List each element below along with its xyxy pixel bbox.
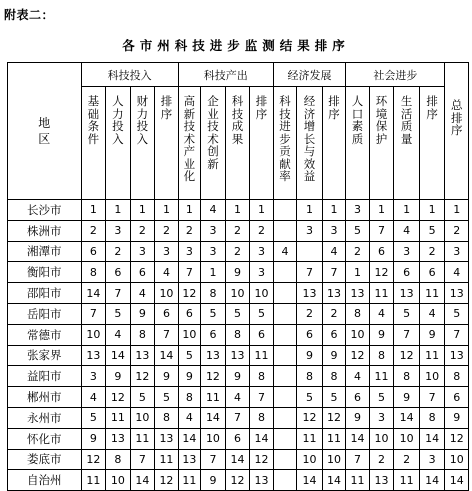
rank-cell: 12 xyxy=(297,407,323,428)
indicator-header xyxy=(155,87,179,200)
indicator-header xyxy=(369,87,394,200)
rank-cell: 4 xyxy=(106,324,131,345)
rank-cell: 10 xyxy=(346,324,370,345)
rank-cell: 8 xyxy=(81,262,106,283)
rank-cell xyxy=(273,366,297,387)
rank-cell: 2 xyxy=(369,449,394,470)
table-row xyxy=(8,345,469,366)
indicator-header xyxy=(346,87,370,200)
rank-cell: 9 xyxy=(419,324,445,345)
rank-cell: 2 xyxy=(322,303,346,324)
city-name: 自治州 xyxy=(8,470,82,491)
rank-cell: 3 xyxy=(201,241,226,262)
rank-cell: 4 xyxy=(273,241,297,262)
rank-cell: 5 xyxy=(155,387,179,408)
rank-cell: 2 xyxy=(130,220,155,241)
rank-cell: 7 xyxy=(394,324,420,345)
indicator-header xyxy=(250,87,274,200)
indicator-label: 排序 xyxy=(255,94,268,121)
rank-cell: 10 xyxy=(201,428,226,449)
total-rank-header xyxy=(445,63,469,200)
rank-cell: 2 xyxy=(225,220,250,241)
rank-cell: 2 xyxy=(225,241,250,262)
rank-cell: 8 xyxy=(201,283,226,304)
rank-cell: 9 xyxy=(81,428,106,449)
rank-cell: 13 xyxy=(106,428,131,449)
indicator-label: 生活质量 xyxy=(400,94,413,146)
indicator-label: 科技成果 xyxy=(231,94,244,146)
rank-cell: 5 xyxy=(445,303,469,324)
rank-cell xyxy=(297,241,323,262)
rank-cell: 3 xyxy=(297,220,323,241)
indicator-label: 排序 xyxy=(328,94,340,121)
rank-cell xyxy=(273,200,297,221)
rank-cell: 3 xyxy=(322,220,346,241)
group-header: 科技投入 xyxy=(81,63,178,87)
group-header: 社会进步 xyxy=(346,63,445,87)
rank-cell: 5 xyxy=(81,407,106,428)
rank-cell: 12 xyxy=(322,407,346,428)
rank-cell: 11 xyxy=(346,470,370,491)
rank-cell: 8 xyxy=(155,407,179,428)
indicator-header xyxy=(106,87,131,200)
rank-cell: 8 xyxy=(297,366,323,387)
rank-cell: 3 xyxy=(419,449,445,470)
rank-cell: 13 xyxy=(178,449,200,470)
rank-cell: 2 xyxy=(297,303,323,324)
table-row xyxy=(8,241,469,262)
rank-cell: 8 xyxy=(346,303,370,324)
rank-cell: 9 xyxy=(201,470,226,491)
rank-cell: 10 xyxy=(369,428,394,449)
city-name: 株洲市 xyxy=(8,220,82,241)
rank-cell: 14 xyxy=(178,428,200,449)
rank-cell xyxy=(273,262,297,283)
rank-cell: 5 xyxy=(297,387,323,408)
rank-cell: 12 xyxy=(178,283,200,304)
rank-cell: 12 xyxy=(346,345,370,366)
city-name: 湘潭市 xyxy=(8,241,82,262)
rank-cell: 5 xyxy=(106,303,131,324)
table-row xyxy=(8,200,469,221)
rank-cell: 5 xyxy=(130,387,155,408)
rank-cell: 13 xyxy=(201,345,226,366)
rank-cell: 5 xyxy=(346,220,370,241)
rank-cell xyxy=(273,283,297,304)
indicator-label: 经济增长与效益 xyxy=(303,94,316,183)
rank-cell: 7 xyxy=(81,303,106,324)
rank-cell: 1 xyxy=(155,200,179,221)
indicator-header xyxy=(201,87,226,200)
rank-cell: 7 xyxy=(155,324,179,345)
rank-cell: 9 xyxy=(346,407,370,428)
rank-cell: 14 xyxy=(225,449,250,470)
rank-cell: 8 xyxy=(250,366,274,387)
table-row xyxy=(8,262,469,283)
rank-cell: 2 xyxy=(250,220,274,241)
rank-cell: 4 xyxy=(369,303,394,324)
rank-cell: 10 xyxy=(178,324,200,345)
rank-cell: 12 xyxy=(250,449,274,470)
rank-cell: 14 xyxy=(419,470,445,491)
rank-cell: 8 xyxy=(178,387,200,408)
indicator-label: 环境保护 xyxy=(375,94,388,146)
indicator-label: 排序 xyxy=(160,94,173,121)
rank-cell: 3 xyxy=(445,241,469,262)
rank-cell: 4 xyxy=(155,262,179,283)
indicator-header xyxy=(394,87,420,200)
rank-cell: 9 xyxy=(394,387,420,408)
rank-cell: 5 xyxy=(394,303,420,324)
city-name: 衡阳市 xyxy=(8,262,82,283)
rank-cell: 7 xyxy=(178,262,200,283)
rank-cell: 1 xyxy=(81,200,106,221)
rank-cell: 3 xyxy=(250,262,274,283)
rank-cell: 13 xyxy=(225,345,250,366)
indicator-header xyxy=(322,87,346,200)
indicator-label: 排序 xyxy=(426,94,438,121)
city-name: 常德市 xyxy=(8,324,82,345)
rank-cell: 1 xyxy=(346,262,370,283)
indicator-label: 高新技术产业化 xyxy=(183,94,196,183)
indicator-header xyxy=(178,87,200,200)
indicator-label: 人力投入 xyxy=(112,94,124,146)
rank-cell: 14 xyxy=(297,470,323,491)
city-name: 郴州市 xyxy=(8,387,82,408)
rank-cell: 6 xyxy=(297,324,323,345)
rank-cell: 1 xyxy=(369,200,394,221)
rank-cell: 14 xyxy=(322,470,346,491)
rank-cell: 11 xyxy=(201,387,226,408)
rank-cell: 2 xyxy=(178,220,200,241)
rank-cell: 4 xyxy=(225,387,250,408)
rank-cell: 3 xyxy=(106,220,131,241)
rank-cell: 12 xyxy=(130,366,155,387)
city-name: 怀化市 xyxy=(8,428,82,449)
indicator-label: 人口素质 xyxy=(351,94,364,146)
rank-cell: 9 xyxy=(225,366,250,387)
rank-cell: 5 xyxy=(178,345,200,366)
rank-cell: 12 xyxy=(445,428,469,449)
rank-cell: 11 xyxy=(419,283,445,304)
rank-cell: 11 xyxy=(250,345,274,366)
rank-cell: 6 xyxy=(130,262,155,283)
rank-cell: 2 xyxy=(346,241,370,262)
rank-cell: 14 xyxy=(346,428,370,449)
rank-cell: 9 xyxy=(178,366,200,387)
indicator-header xyxy=(225,87,250,200)
ranking-table xyxy=(7,62,469,491)
rank-cell: 6 xyxy=(225,428,250,449)
rank-cell: 7 xyxy=(225,407,250,428)
rank-cell: 11 xyxy=(155,449,179,470)
rank-cell: 11 xyxy=(178,470,200,491)
rank-cell: 9 xyxy=(369,324,394,345)
rank-cell: 10 xyxy=(445,449,469,470)
table-row xyxy=(8,449,469,470)
group-header: 科技产出 xyxy=(178,63,273,87)
rank-cell: 5 xyxy=(201,303,226,324)
rank-cell: 9 xyxy=(106,366,131,387)
rank-cell: 3 xyxy=(178,241,200,262)
rank-cell: 11 xyxy=(297,428,323,449)
rank-cell: 9 xyxy=(445,407,469,428)
rank-cell: 8 xyxy=(369,345,394,366)
rank-cell: 10 xyxy=(250,283,274,304)
rank-cell: 13 xyxy=(81,345,106,366)
table-row xyxy=(8,407,469,428)
rank-cell: 7 xyxy=(346,449,370,470)
rank-cell: 8 xyxy=(445,366,469,387)
rank-cell: 4 xyxy=(419,303,445,324)
rank-cell xyxy=(273,345,297,366)
rank-cell xyxy=(273,303,297,324)
rank-cell: 5 xyxy=(250,303,274,324)
rank-cell: 3 xyxy=(346,200,370,221)
rank-cell: 4 xyxy=(130,283,155,304)
rank-cell: 4 xyxy=(445,262,469,283)
rank-cell: 1 xyxy=(201,262,226,283)
rank-cell: 5 xyxy=(322,387,346,408)
rank-cell: 11 xyxy=(369,366,394,387)
rank-cell: 8 xyxy=(250,407,274,428)
indicator-label: 科技进步贡献率 xyxy=(279,94,291,183)
city-name: 永州市 xyxy=(8,407,82,428)
rank-cell: 14 xyxy=(155,345,179,366)
rank-cell: 1 xyxy=(178,200,200,221)
rank-cell: 1 xyxy=(130,200,155,221)
rank-cell: 4 xyxy=(178,407,200,428)
rank-cell: 14 xyxy=(201,407,226,428)
rank-cell: 3 xyxy=(250,241,274,262)
rank-cell xyxy=(273,220,297,241)
rank-cell: 2 xyxy=(394,449,420,470)
rank-cell: 6 xyxy=(322,324,346,345)
rank-cell: 13 xyxy=(394,283,420,304)
rank-cell: 7 xyxy=(419,387,445,408)
rank-cell: 1 xyxy=(297,200,323,221)
indicator-label: 企业技术创新 xyxy=(207,94,219,171)
rank-cell: 6 xyxy=(250,324,274,345)
appendix-label: 附表二： xyxy=(4,8,55,22)
rank-cell: 7 xyxy=(322,262,346,283)
rank-cell: 2 xyxy=(445,220,469,241)
indicator-header xyxy=(419,87,445,200)
table-row xyxy=(8,387,469,408)
rank-cell: 3 xyxy=(394,241,420,262)
rank-cell: 1 xyxy=(394,200,420,221)
rank-cell: 6 xyxy=(445,387,469,408)
rank-cell: 12 xyxy=(369,262,394,283)
rank-cell: 12 xyxy=(201,366,226,387)
rank-cell: 9 xyxy=(322,345,346,366)
rank-cell: 9 xyxy=(130,303,155,324)
table-row xyxy=(8,303,469,324)
rank-cell: 11 xyxy=(81,470,106,491)
rank-cell: 8 xyxy=(106,449,131,470)
rank-cell: 6 xyxy=(419,262,445,283)
region-header-char: 区 xyxy=(38,132,51,146)
rank-cell: 6 xyxy=(178,303,200,324)
rank-cell: 1 xyxy=(445,200,469,221)
rank-cell: 11 xyxy=(369,283,394,304)
rank-cell: 11 xyxy=(130,428,155,449)
rank-cell: 6 xyxy=(369,241,394,262)
rank-cell: 1 xyxy=(225,200,250,221)
rank-cell: 7 xyxy=(130,449,155,470)
rank-cell: 13 xyxy=(130,345,155,366)
rank-cell: 10 xyxy=(225,283,250,304)
rank-cell: 10 xyxy=(297,449,323,470)
rank-cell: 1 xyxy=(106,200,131,221)
rank-cell: 14 xyxy=(419,428,445,449)
rank-cell: 14 xyxy=(106,345,131,366)
table-row xyxy=(8,366,469,387)
rank-cell: 1 xyxy=(419,200,445,221)
table-row xyxy=(8,283,469,304)
rank-cell: 12 xyxy=(81,449,106,470)
rank-cell: 10 xyxy=(394,428,420,449)
rank-cell: 11 xyxy=(419,345,445,366)
rank-cell: 3 xyxy=(81,366,106,387)
rank-cell: 7 xyxy=(201,449,226,470)
rank-cell: 13 xyxy=(250,470,274,491)
rank-cell: 4 xyxy=(322,241,346,262)
indicator-header xyxy=(130,87,155,200)
rank-cell: 12 xyxy=(394,345,420,366)
rank-cell: 3 xyxy=(130,241,155,262)
rank-cell: 7 xyxy=(106,283,131,304)
rank-cell: 3 xyxy=(155,241,179,262)
rank-cell: 13 xyxy=(155,428,179,449)
rank-cell: 6 xyxy=(201,324,226,345)
group-header: 经济发展 xyxy=(273,63,346,87)
rank-cell: 11 xyxy=(394,470,420,491)
rank-cell: 5 xyxy=(225,303,250,324)
indicator-label: 基础条件 xyxy=(87,94,100,146)
indicator-header xyxy=(81,87,106,200)
rank-cell: 14 xyxy=(130,470,155,491)
rank-cell: 10 xyxy=(130,407,155,428)
rank-cell: 2 xyxy=(419,241,445,262)
indicator-header xyxy=(273,87,297,200)
rank-cell: 9 xyxy=(225,262,250,283)
rank-cell: 13 xyxy=(445,345,469,366)
rank-cell: 7 xyxy=(445,324,469,345)
rank-cell: 7 xyxy=(250,387,274,408)
rank-cell: 10 xyxy=(155,283,179,304)
rank-cell: 11 xyxy=(106,407,131,428)
rank-cell: 10 xyxy=(322,449,346,470)
header-group-row xyxy=(8,63,469,87)
rank-cell: 4 xyxy=(394,220,420,241)
indicator-label: 财力投入 xyxy=(136,94,149,146)
rank-cell: 1 xyxy=(250,200,274,221)
rank-cell: 6 xyxy=(106,262,131,283)
city-name: 娄底市 xyxy=(8,449,82,470)
rank-cell: 10 xyxy=(81,324,106,345)
rank-cell xyxy=(273,387,297,408)
table-title: 各市州科技进步监测结果排序 xyxy=(122,38,350,53)
city-name: 益阳市 xyxy=(8,366,82,387)
rank-cell: 1 xyxy=(322,200,346,221)
rank-cell: 2 xyxy=(155,220,179,241)
rank-cell: 6 xyxy=(346,387,370,408)
rank-cell: 9 xyxy=(297,345,323,366)
rank-cell: 12 xyxy=(155,470,179,491)
rank-cell: 6 xyxy=(394,262,420,283)
total-rank-label: 总排序 xyxy=(450,98,463,137)
rank-cell: 13 xyxy=(322,283,346,304)
table-row xyxy=(8,428,469,449)
city-name: 邵阳市 xyxy=(8,283,82,304)
table-row xyxy=(8,324,469,345)
rank-cell: 6 xyxy=(81,241,106,262)
rank-cell: 11 xyxy=(322,428,346,449)
rank-cell: 8 xyxy=(225,324,250,345)
rank-cell xyxy=(273,428,297,449)
rank-cell: 14 xyxy=(445,470,469,491)
rank-cell: 2 xyxy=(106,241,131,262)
region-header xyxy=(8,63,82,200)
rank-cell: 10 xyxy=(419,366,445,387)
rank-cell: 13 xyxy=(445,283,469,304)
rank-cell: 14 xyxy=(81,283,106,304)
rank-cell: 7 xyxy=(297,262,323,283)
rank-cell: 4 xyxy=(81,387,106,408)
rank-cell: 14 xyxy=(250,428,274,449)
indicator-header xyxy=(297,87,323,200)
region-header-char: 地 xyxy=(38,116,51,130)
table-row xyxy=(8,220,469,241)
rank-cell: 5 xyxy=(369,387,394,408)
rank-cell: 7 xyxy=(369,220,394,241)
rank-cell: 4 xyxy=(346,366,370,387)
rank-cell: 3 xyxy=(201,220,226,241)
rank-cell: 6 xyxy=(155,303,179,324)
rank-cell: 8 xyxy=(130,324,155,345)
rank-cell: 14 xyxy=(394,407,420,428)
rank-cell: 4 xyxy=(201,200,226,221)
rank-cell xyxy=(273,449,297,470)
rank-cell: 12 xyxy=(225,470,250,491)
rank-cell xyxy=(273,324,297,345)
city-name: 长沙市 xyxy=(8,200,82,221)
rank-cell xyxy=(273,407,297,428)
rank-cell: 3 xyxy=(369,407,394,428)
city-name: 岳阳市 xyxy=(8,303,82,324)
rank-cell: 13 xyxy=(346,283,370,304)
rank-cell: 10 xyxy=(106,470,131,491)
city-name: 张家界 xyxy=(8,345,82,366)
rank-cell: 8 xyxy=(322,366,346,387)
rank-cell: 8 xyxy=(394,366,420,387)
rank-cell: 5 xyxy=(419,220,445,241)
rank-cell: 12 xyxy=(106,387,131,408)
rank-cell: 2 xyxy=(81,220,106,241)
rank-cell: 13 xyxy=(369,470,394,491)
rank-cell: 13 xyxy=(297,283,323,304)
rank-cell: 9 xyxy=(155,366,179,387)
rank-cell: 8 xyxy=(419,407,445,428)
